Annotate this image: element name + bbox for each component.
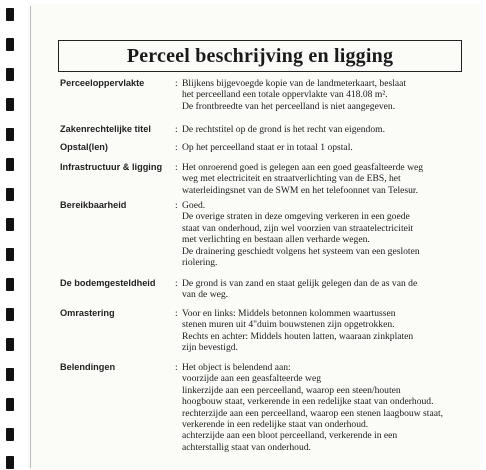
binding-hole <box>6 368 14 381</box>
value-line: Het onroerend goed is gelegen aan een goed geasfalteerde weg <box>182 162 424 173</box>
binding-hole <box>6 308 14 321</box>
colon-separator: : <box>175 308 178 319</box>
binding-hole <box>6 218 14 231</box>
value-line: Voor en links: Middels betonnen kolommen waartussen <box>182 308 396 319</box>
value-line: De frontbreedte van het perceelland is niet aangegeven. <box>182 100 396 112</box>
value-line: stenen muren uit 4"duim bouwstenen zijn opgetrokken. <box>182 319 395 331</box>
binding-hole <box>6 128 14 141</box>
page-edge <box>30 6 31 468</box>
value-line: waterleidingsnet van de SWM en het telefoonnet van Telesur. <box>182 184 418 196</box>
value-line: De drainering geschiedt volgens het systeem van een gesloten <box>182 245 420 257</box>
value-line: rechterzijde aan een perceelland, waarop een stenen laagbouw staat, <box>182 407 444 419</box>
value-line: riolering. <box>182 257 218 269</box>
binding-hole <box>6 8 14 21</box>
section-label: De bodemgesteldheid <box>60 278 156 288</box>
binding-hole <box>6 98 14 111</box>
section-label: Infrastructuur & ligging <box>60 162 163 172</box>
section-label: Perceeloppervlakte <box>60 78 145 88</box>
value-line: Goed. <box>182 200 206 211</box>
section-label: Zakenrechtelijke titel <box>60 124 151 134</box>
value-line: achterstallig staat van onderhoud. <box>182 441 311 453</box>
value-line: De rechtstitel op de grond is het recht van eigendom. <box>182 124 386 135</box>
value-line: verkerende in een redelijke staat van onderhoud. <box>182 419 369 431</box>
section-value <box>182 278 480 301</box>
section-label: Opstal(len) <box>60 142 108 152</box>
colon-separator: : <box>175 278 178 289</box>
value-line: linkerzijde aan een perceelland, waarop een steen/houten <box>182 384 401 396</box>
colon-separator: : <box>175 362 178 373</box>
section-label: Belendingen <box>60 362 116 372</box>
value-line: hoogbouw staat, verkerende in een redelijke staat van onderhoud. <box>182 396 434 408</box>
colon-separator: : <box>175 162 178 173</box>
binding-hole <box>6 398 14 411</box>
colon-separator: : <box>175 124 178 135</box>
colon-separator: : <box>175 78 178 89</box>
title-box <box>58 40 462 72</box>
binding-hole <box>6 158 14 171</box>
binding-hole <box>6 188 14 201</box>
value-line: Op het perceelland staat er in totaal 1 opstal. <box>182 142 353 153</box>
value-line: met verlichting en bestaan allen verharde wegen. <box>182 234 370 246</box>
section-label: Omrastering <box>60 308 115 318</box>
value-line: van de weg. <box>182 289 229 301</box>
binding-hole <box>6 248 14 261</box>
colon-separator: : <box>175 200 178 211</box>
colon-separator: : <box>175 142 178 153</box>
section-label: Bereikbaarheid <box>60 200 127 210</box>
value-line: Rechts en achter: Middels houten latten, waaraan zinkplaten <box>182 330 414 342</box>
binding-hole <box>6 278 14 291</box>
value-line: De grond is van zand en staat gelijk gelegen dan de as van de <box>182 278 418 289</box>
section-value <box>182 78 480 112</box>
binding-hole <box>6 428 14 441</box>
spiral-binding <box>0 0 22 470</box>
page-title: Perceel beschrijving en ligging <box>126 44 394 67</box>
section-value <box>182 124 480 135</box>
value-line: De overige straten in deze omgeving verkeren in een goede <box>182 211 410 223</box>
value-line: Blijkens bijgevoegde kopie van de landmeterkaart, beslaat <box>182 78 407 89</box>
section-value <box>182 142 480 153</box>
binding-hole <box>6 338 14 351</box>
value-line: weg met electriciteit en straatverlichting van de EBS, het <box>182 173 401 185</box>
section-value <box>182 200 480 268</box>
value-line: staat van onderhoud, zijn wel voorzien van straatelectriciteit <box>182 222 414 234</box>
binding-hole <box>6 38 14 51</box>
section-value <box>182 162 480 196</box>
value-line: het perceelland een totale oppervlakte van 418.08 m². <box>182 89 388 101</box>
binding-hole <box>6 456 14 469</box>
binding-hole <box>6 68 14 81</box>
value-line: voorzijde aan een geasfalteerde weg <box>182 373 322 385</box>
section-value <box>182 308 480 354</box>
section-value <box>182 362 480 453</box>
value-line: Het object is belendend aan: <box>182 362 291 373</box>
value-line: zijn bevestigd. <box>182 342 238 354</box>
value-line: achterzijde aan een bloot perceelland, verkerende in een <box>182 430 398 442</box>
